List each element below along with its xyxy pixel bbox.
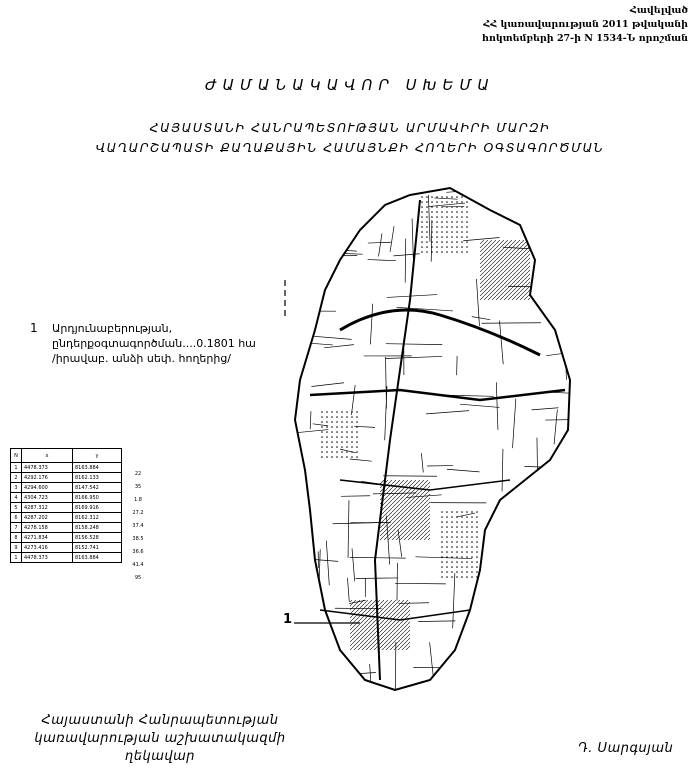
parcel-boundary [574,498,600,502]
parcel-boundary [554,458,557,502]
table-cell: 8152.741 [73,543,122,553]
legend-line-1: Արդյունաբերության, [52,322,173,335]
parcel-boundary [283,454,286,507]
table-cell: 4478.373 [22,463,73,473]
table-row [11,503,122,513]
table-cell: 8158.248 [73,523,122,533]
table-cell: 7 [11,523,22,533]
parcel-boundary [491,670,492,700]
table-row [11,483,122,493]
table-cell: 8156.528 [73,533,122,543]
parcel-boundary [577,513,600,516]
side-value: 27.2 [132,510,144,516]
parcel-boundary [330,206,333,265]
coordinates-table [10,448,122,563]
col-header-y: y [73,449,122,463]
signatory-name: Դ. Սարգսյան [578,741,674,756]
parcel-boundary [314,585,318,612]
table-cell: 4294.600 [22,483,73,493]
table-cell: 4304.723 [22,493,73,503]
parcel-boundary [517,538,558,541]
appendix-line-1: Հավելված [629,5,688,16]
subtitle-line-2: ՎԱՂԱՐՇԱՊԱՏԻ ՔԱՂԱՔԱՅԻՆ ՀԱՄԱՅՆՔԻ ՀՈՂԵՐԻ ՕԳՏԱԳՈՐԾՄԱՆ [95,140,605,155]
table-row [11,533,122,543]
signature-line-2: կառավարության աշխատակազմի [34,731,286,746]
col-header-n: N [11,449,22,463]
table-cell: 4478.373 [22,553,73,563]
parcel-boundary [483,650,532,654]
scheme-subtitle [0,118,700,158]
table-row [11,513,122,523]
parcel-boundary [476,182,499,184]
appendix-line-2: ՀՀ կառավարության 2011 թվականի [483,19,688,30]
side-values [130,468,146,585]
parcel-boundary [556,265,594,266]
parcel-boundary [549,463,550,512]
table-cell: 2 [11,473,22,483]
table-row [11,543,122,553]
parcel-boundary [310,577,313,610]
table-cell: 1 [11,553,22,563]
side-value: 41.4 [132,562,144,568]
table-cell: 8163.884 [73,553,122,563]
table-cell: 8 [11,533,22,543]
parcel-boundary [574,183,600,187]
parcel-boundary [575,313,600,315]
subtitle-line-1: ՀԱՅԱՍՏԱՆԻ ՀԱՆՐԱՊԵՏՈՒԹՅԱՆ ԱՐՄԱՎԻՐԻ ՄԱՐԶԻ [149,120,551,135]
parcel-boundary [568,587,570,612]
table-cell: 4287.312 [22,503,73,513]
parcel-boundary [320,241,322,292]
table-cell: 8147.542 [73,483,122,493]
parcel-boundary [303,488,304,546]
legend-description [52,321,256,366]
table-row [11,463,122,473]
cadastral-map [280,180,600,700]
table-cell: 4 [11,493,22,503]
table-cell: 4278.158 [22,523,73,533]
table-cell: 8169.916 [73,503,122,513]
side-value: 1.8 [134,497,142,503]
parcel-boundary [284,246,322,248]
table-cell: 1 [11,463,22,473]
side-value: 38.5 [132,536,144,542]
parcel-boundary [307,204,353,205]
side-value: 22 [134,471,142,477]
table-cell: 8162.312 [73,513,122,523]
table-cell: 4287.202 [22,513,73,523]
table-row [11,473,122,483]
table-row [11,523,122,533]
parcel-boundary [564,587,583,589]
table-cell: 4271.834 [22,533,73,543]
table-cell: 8163.884 [73,463,122,473]
table-row [11,493,122,503]
appendix-line-3: հոկտեմբերի 27-ի N 1534-Ն որոշման [481,33,688,44]
table-cell: 9 [11,543,22,553]
table-cell: 4292.176 [22,473,73,483]
parcel-boundary [305,211,334,215]
parcel-boundary [580,187,600,188]
table-cell: 6 [11,513,22,523]
side-value: 37.4 [132,523,144,529]
legend-line-3: /իրավաբ. անձի սեփ. հողերից/ [52,352,232,365]
table-cell: 4273.416 [22,543,73,553]
scheme-title: ԺԱՄԱՆԱԿԱՎՈՐ ՍԽԵՄԱ [205,76,495,94]
parcel-boundary [329,180,330,199]
col-header-x: x [22,449,73,463]
table-cell: 8162.133 [73,473,122,483]
side-value: 36.6 [132,549,144,555]
appendix-header [482,4,688,46]
table-cell: 8166.950 [73,493,122,503]
side-value: 95 [134,575,142,581]
parcel-boundary [280,363,282,398]
parcel-boundary [542,265,595,269]
signature-line-3: ղեկավար [124,749,196,764]
parcel-boundary [531,563,535,619]
signature-title [20,712,300,766]
parcel-boundary [563,223,582,226]
side-value: 35 [134,484,142,490]
table-cell: 5 [11,503,22,513]
parcel-boundary [527,561,531,603]
parcel-boundary [479,649,504,651]
parcel-boundary [517,569,520,615]
map-marker-label: 1 [283,612,293,627]
parcel-boundary [571,653,572,700]
signature-line-1: Հայաստանի Հանրապետության [41,713,279,728]
legend-number: 1 [30,321,38,335]
table-row [11,553,122,563]
legend-line-2: ընդերքօգտագործման....0.1801 հա [52,337,256,350]
parcel-boundary [492,185,512,186]
table-cell: 3 [11,483,22,493]
parcel-boundary [490,574,493,620]
